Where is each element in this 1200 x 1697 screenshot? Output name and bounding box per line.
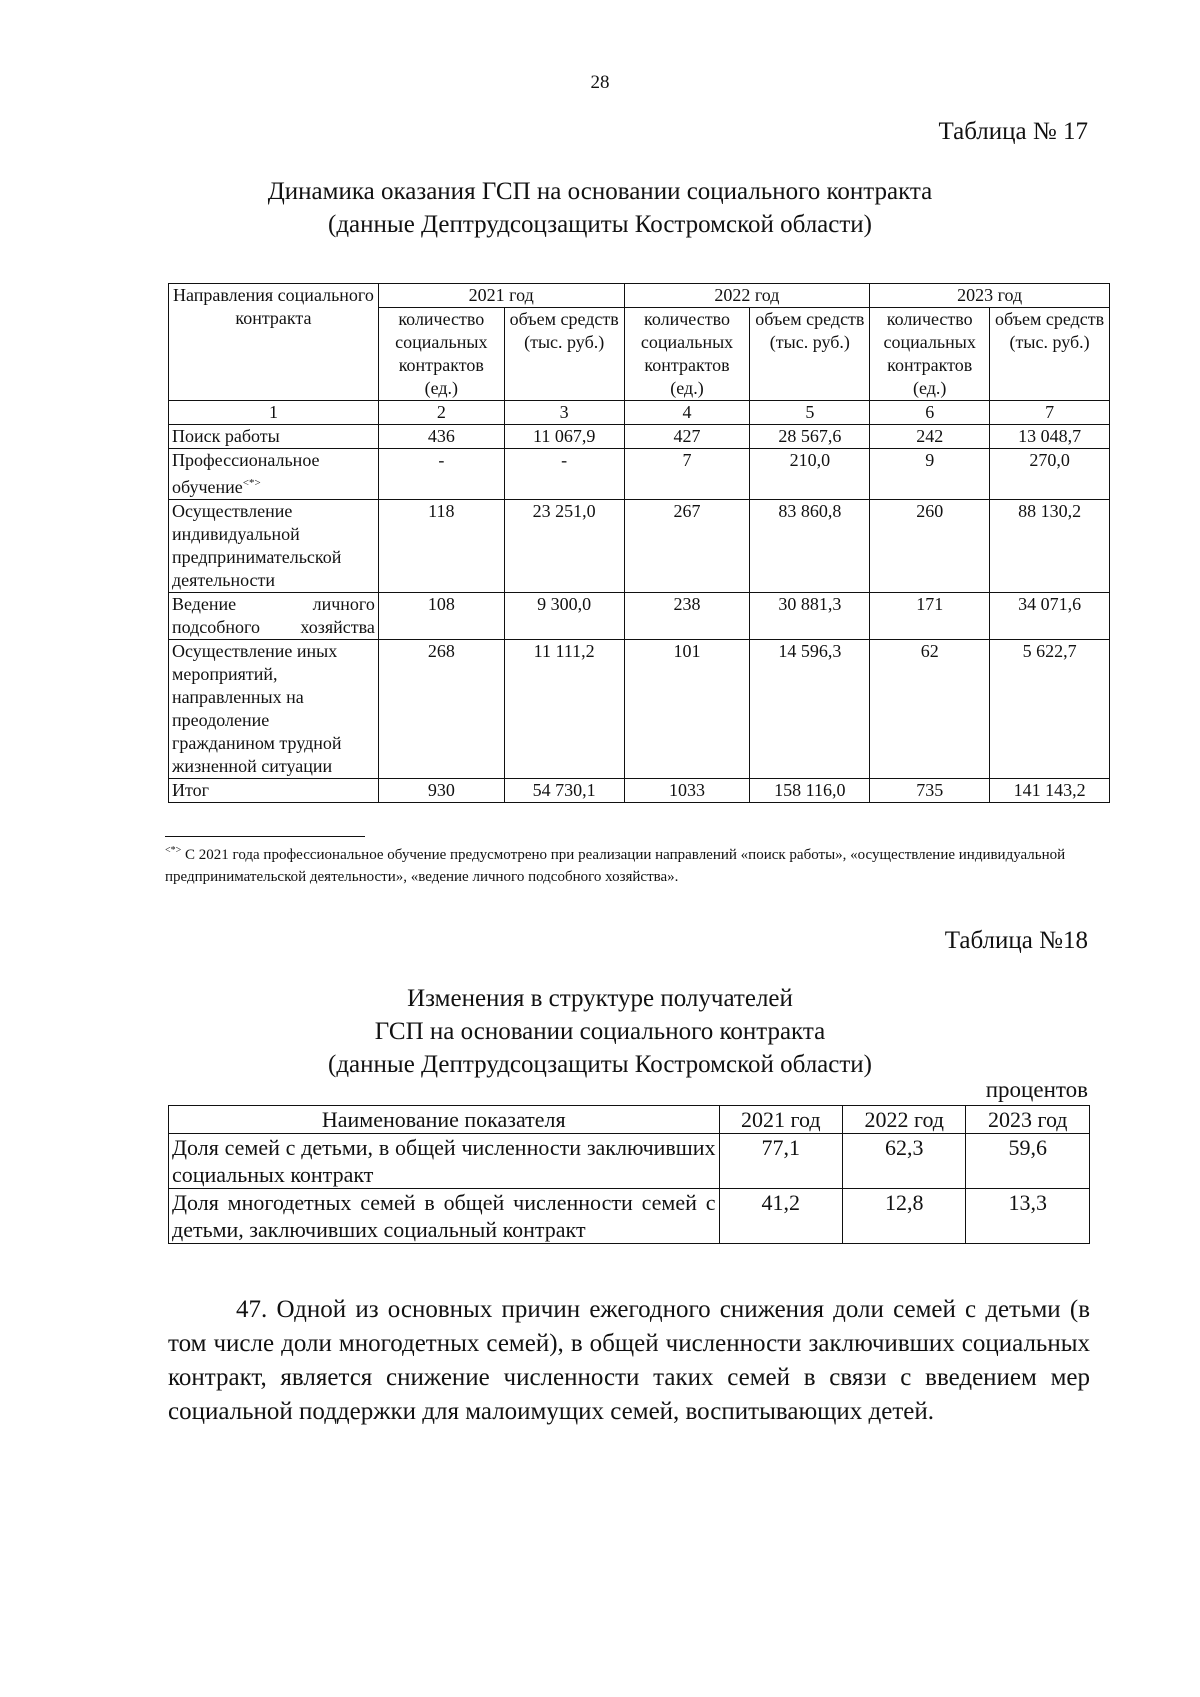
table-row	[169, 640, 1110, 779]
cell: 11 111,2	[504, 640, 624, 779]
cell: -	[504, 449, 624, 500]
table-18-title	[0, 982, 1200, 1081]
cell: 171	[870, 593, 990, 640]
row-label: Доля семей с детьми, в общей численности заключивших социальных контракт	[169, 1134, 720, 1189]
footnote-marker: <*>	[165, 845, 182, 856]
cell: 270,0	[990, 449, 1110, 500]
cell: 930	[378, 779, 504, 803]
cell: 77,1	[719, 1134, 842, 1189]
footnote-marker: <*>	[242, 477, 261, 489]
header-direction: Направления социального контракта	[169, 284, 379, 401]
header-count: количество социальных контрактов (ед.)	[870, 308, 990, 401]
footnote-text: С 2021 года профессиональное обучение предусмотрено при реализации направлений «поиск работы», «осуществление индивидуальной предпринимательской деятельности», «ведение личного подсобного хозяйства».	[165, 847, 1066, 885]
table-header-row	[169, 1106, 1090, 1134]
cell: 7	[624, 449, 750, 500]
table-18-title-line-2: ГСП на основании социального контракта	[374, 1018, 826, 1045]
table-18-title-line-3: (данные Дептрудсоцзащиты Костромской области)	[328, 1051, 872, 1078]
table-17-label: Таблица № 17	[938, 118, 1088, 145]
table-row	[169, 1134, 1090, 1189]
cell: 1033	[624, 779, 750, 803]
cell: 238	[624, 593, 750, 640]
cell: 9 300,0	[504, 593, 624, 640]
cell: 83 860,8	[750, 500, 870, 593]
table-18-title-line-1: Изменения в структуре получателей	[407, 985, 793, 1012]
row-label: Итог	[169, 779, 379, 803]
header-year-2021: 2021 год	[378, 284, 624, 308]
row-label: Осуществление иных мероприятий, направленных на преодоление гражданином трудной жизненной ситуации	[169, 640, 379, 779]
header-count: количество социальных контрактов (ед.)	[624, 308, 750, 401]
cell: 427	[624, 425, 750, 449]
footnote-divider	[165, 836, 365, 837]
cell: 14 596,3	[750, 640, 870, 779]
table-row	[169, 500, 1110, 593]
header-amount: объем средств (тыс. руб.)	[504, 308, 624, 401]
row-label: Поиск работы	[169, 425, 379, 449]
header-count: количество социальных контрактов (ед.)	[378, 308, 504, 401]
table-17	[168, 283, 1110, 803]
cell: 59,6	[966, 1134, 1090, 1189]
column-number: 1	[169, 401, 379, 425]
cell: 12,8	[843, 1189, 966, 1244]
cell: 62,3	[843, 1134, 966, 1189]
cell: 13 048,7	[990, 425, 1110, 449]
row-label: Ведение личного подсобного хозяйства	[169, 593, 379, 640]
cell: 242	[870, 425, 990, 449]
cell: 268	[378, 640, 504, 779]
row-label	[169, 449, 379, 500]
cell: 436	[378, 425, 504, 449]
cell: 9	[870, 449, 990, 500]
cell: 260	[870, 500, 990, 593]
table-row	[169, 449, 1110, 500]
header-amount: объем средств (тыс. руб.)	[990, 308, 1110, 401]
header-year-2023: 2023 год	[870, 284, 1110, 308]
cell: 158 116,0	[750, 779, 870, 803]
cell: 210,0	[750, 449, 870, 500]
cell: 34 071,6	[990, 593, 1110, 640]
column-number: 2	[378, 401, 504, 425]
cell: 30 881,3	[750, 593, 870, 640]
total-row	[169, 779, 1110, 803]
cell: 735	[870, 779, 990, 803]
column-number: 4	[624, 401, 750, 425]
column-number: 5	[750, 401, 870, 425]
cell: 108	[378, 593, 504, 640]
column-number: 6	[870, 401, 990, 425]
cell: 118	[378, 500, 504, 593]
cell: 41,2	[719, 1189, 842, 1244]
column-numbers-row	[169, 401, 1110, 425]
header-year-2022: 2022 год	[624, 284, 870, 308]
header-indicator: Наименование показателя	[169, 1106, 720, 1134]
row-label: Доля многодетных семей в общей численности семей с детьми, заключивших социальный контракт	[169, 1189, 720, 1244]
row-label-text: Профессиональное обучение	[172, 450, 320, 497]
row-label: Осуществление индивидуальной предпринимательской деятельности	[169, 500, 379, 593]
cell: 11 067,9	[504, 425, 624, 449]
table-17-title	[0, 175, 1200, 241]
cell: 54 730,1	[504, 779, 624, 803]
header-amount: объем средств (тыс. руб.)	[750, 308, 870, 401]
table-row	[169, 425, 1110, 449]
units-label: процентов	[985, 1077, 1088, 1102]
table-18	[168, 1105, 1090, 1244]
header-year: 2023 год	[966, 1106, 1090, 1134]
header-year: 2022 год	[843, 1106, 966, 1134]
cell: 28 567,6	[750, 425, 870, 449]
table-row	[169, 593, 1110, 640]
cell: 267	[624, 500, 750, 593]
cell: 23 251,0	[504, 500, 624, 593]
header-year: 2021 год	[719, 1106, 842, 1134]
cell: 62	[870, 640, 990, 779]
table-17-title-line-1: Динамика оказания ГСП на основании социального контракта	[267, 178, 933, 205]
cell: 101	[624, 640, 750, 779]
table-18-label: Таблица №18	[944, 927, 1088, 954]
cell: 13,3	[966, 1189, 1090, 1244]
table-17-title-line-2: (данные Дептрудсоцзащиты Костромской области)	[328, 211, 872, 238]
cell: 5 622,7	[990, 640, 1110, 779]
table-row	[169, 1189, 1090, 1244]
paragraph-47: 47. Одной из основных причин ежегодного снижения доли семей с детьми (в том числе доли многодетных семей), в общей численности заключивших социальных контракт, является снижение численности таких семей в связи с введением мер социальной поддержки для малоимущих семей, воспитывающих детей.	[168, 1296, 1090, 1425]
cell: -	[378, 449, 504, 500]
page-number: 28	[590, 72, 610, 93]
cell: 88 130,2	[990, 500, 1110, 593]
column-number: 7	[990, 401, 1110, 425]
column-number: 3	[504, 401, 624, 425]
footnote	[165, 840, 1100, 888]
cell: 141 143,2	[990, 779, 1110, 803]
